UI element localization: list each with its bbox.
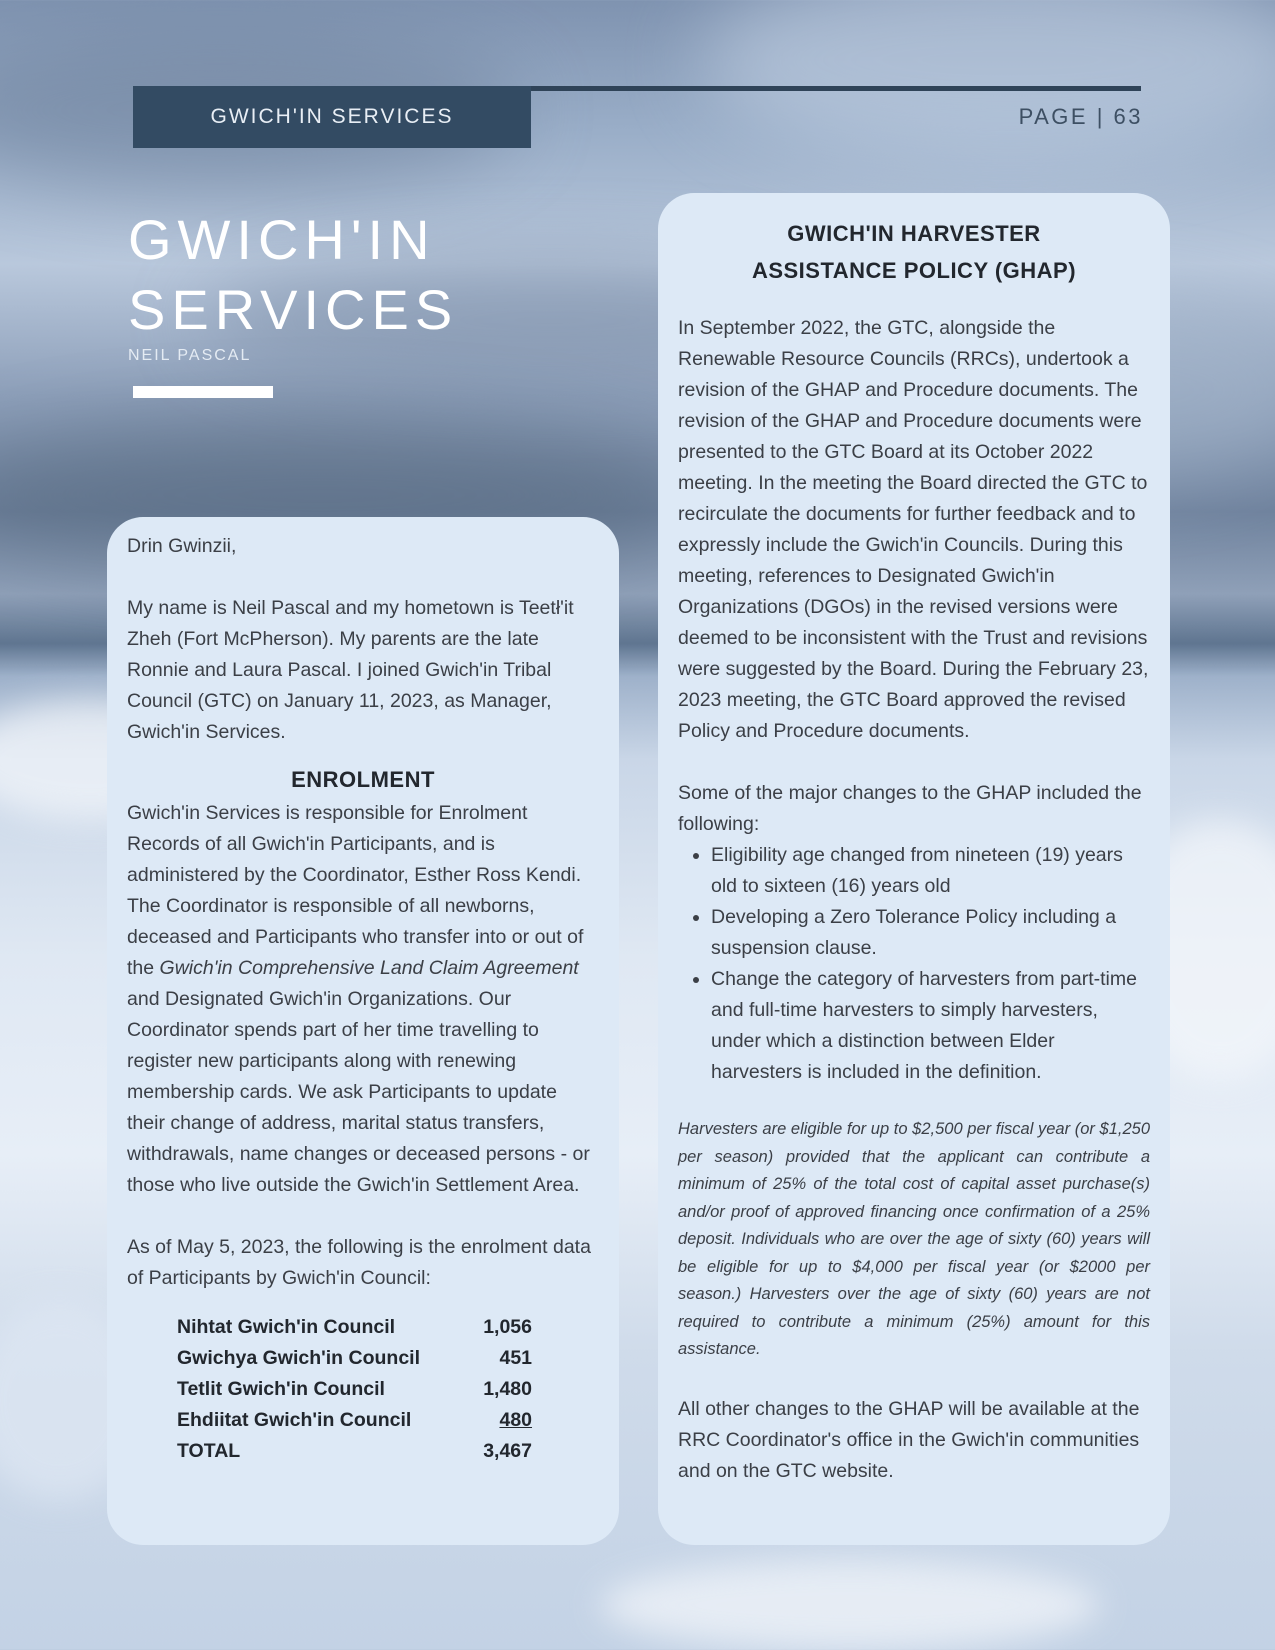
table-row (177, 1343, 532, 1374)
council-name: Tetlit Gwich'in Council (177, 1378, 385, 1400)
page-number: PAGE | 63 (1018, 104, 1143, 129)
data-intro: As of May 5, 2023, the following is the enrolment data of Participants by Gwich'in Council: (127, 1236, 591, 1289)
ghap-paragraph: In September 2022, the GTC, alongside the Renewable Resource Councils (RRCs), undertook a revision of the GHAP and Procedure documents. The revision of the GHAP and Procedure documents were presented to the GTC Board at its October 2022 meeting. In the meeting the Board directed the GTC to recirculate the documents for further feedback and to expressly include the Gwich'in Councils. During this meeting, references to Designated Gwich'in Organizations (DGOs) in the revised versions were deemed to be inconsistent with the Trust and revisions were suggested by the Board. During the February 23, 2023 meeting, the GTC Board approved the revised Policy and Procedure documents. (678, 317, 1149, 742)
council-name: Nihtat Gwich'in Council (177, 1316, 396, 1338)
council-name: Ehdiitat Gwich'in Council (177, 1409, 412, 1431)
table-row (177, 1374, 532, 1405)
changes-intro: Some of the major changes to the GHAP included the following: (678, 782, 1142, 835)
agreement-title: Gwich'in Comprehensive Land Claim Agreement (159, 957, 579, 979)
enrolment-text-1: Gwich'in Services is responsible for Enrolment Records of all Gwich'in Participants, and is administered by the Coordinator, Esther Ross Kendi. The Coordinator is responsible of all newborns, deceased and Participants who transfer into or out of the (127, 802, 584, 979)
changes-list (678, 840, 1150, 1088)
enrolment-table (177, 1312, 532, 1467)
section-label: GWICH'IN SERVICES (210, 105, 454, 128)
closing-paragraph: All other changes to the GHAP will be available at the RRC Coordinator's office in the Gwich'in communities and on the GTC website. (678, 1397, 1140, 1482)
page-title (128, 205, 458, 345)
list-item: • Developing a Zero Tolerance Policy including a suspension clause. (711, 902, 1150, 964)
ghap-panel (658, 193, 1170, 1545)
title-line-1: GWICH'IN (128, 208, 436, 271)
ghap-heading (678, 215, 1150, 289)
list-item: • Change the category of harvesters from part-time and full-time harvesters to simply harvesters, under which a distinction between Elder harvesters is included in the definition. (711, 964, 1150, 1088)
total-value: 3,467 (483, 1440, 533, 1462)
list-item: • Eligibility age changed from nineteen (19) years old to sixteen (16) years old (711, 840, 1150, 902)
eligibility-note: Harvesters are eligible for up to $2,500 per fiscal year (or $1,250 per season) provided that the applicant can contribute a minimum of 25% of the total cost of capital asset purchase(s) and/or proof of approved financing once confirmation of a 25% deposit. Individuals who are over the age of sixty (60) years will be eligible for up to $4,000 per fiscal year (or $2000 per season.) Harvesters over the age of sixty (60) years are not required to contribute a minimum (25%) amount for this assistance. (678, 1120, 1150, 1358)
table-total-row (177, 1436, 532, 1467)
council-count-underlined: 480 (499, 1409, 533, 1431)
table-row (177, 1312, 532, 1343)
enrolment-heading: ENROLMENT (291, 767, 435, 792)
council-count (420, 1405, 532, 1436)
council-count: 1,480 (483, 1378, 533, 1400)
title-underline-bar (133, 386, 273, 398)
greeting: Drin Gwinzii, (127, 535, 237, 557)
ghap-heading-line-2: ASSISTANCE POLICY (GHAP) (751, 258, 1077, 283)
council-count: 451 (499, 1347, 533, 1369)
section-tab (133, 86, 531, 148)
intro-paragraph: My name is Neil Pascal and my hometown is Teetł'it Zheh (Fort McPherson). My parents are the late Ronnie and Laura Pascal. I joined Gwich'in Tribal Council (GTC) on January 11, 2023, as Manager, Gwich'in Services. (127, 597, 574, 743)
total-label: TOTAL (177, 1440, 241, 1462)
ghap-heading-line-1: GWICH'IN HARVESTER (787, 221, 1041, 246)
enrolment-paragraph (127, 798, 599, 1201)
council-name: Gwichya Gwich'in Council (177, 1347, 421, 1369)
author-name: NEIL PASCAL (128, 347, 252, 364)
title-line-2: SERVICES (128, 278, 459, 341)
enrolment-text-2: and Designated Gwich'in Organizations. Our Coordinator spends part of her time travelling to register new participants along with renewing membership cards. We ask Participants to update their change of address, marital status transfers, withdrawals, name changes or deceased persons - or those who live outside the Gwich'in Settlement Area. (127, 988, 590, 1196)
council-count: 1,056 (483, 1316, 533, 1338)
table-row (177, 1405, 532, 1436)
enrolment-panel (107, 517, 619, 1545)
